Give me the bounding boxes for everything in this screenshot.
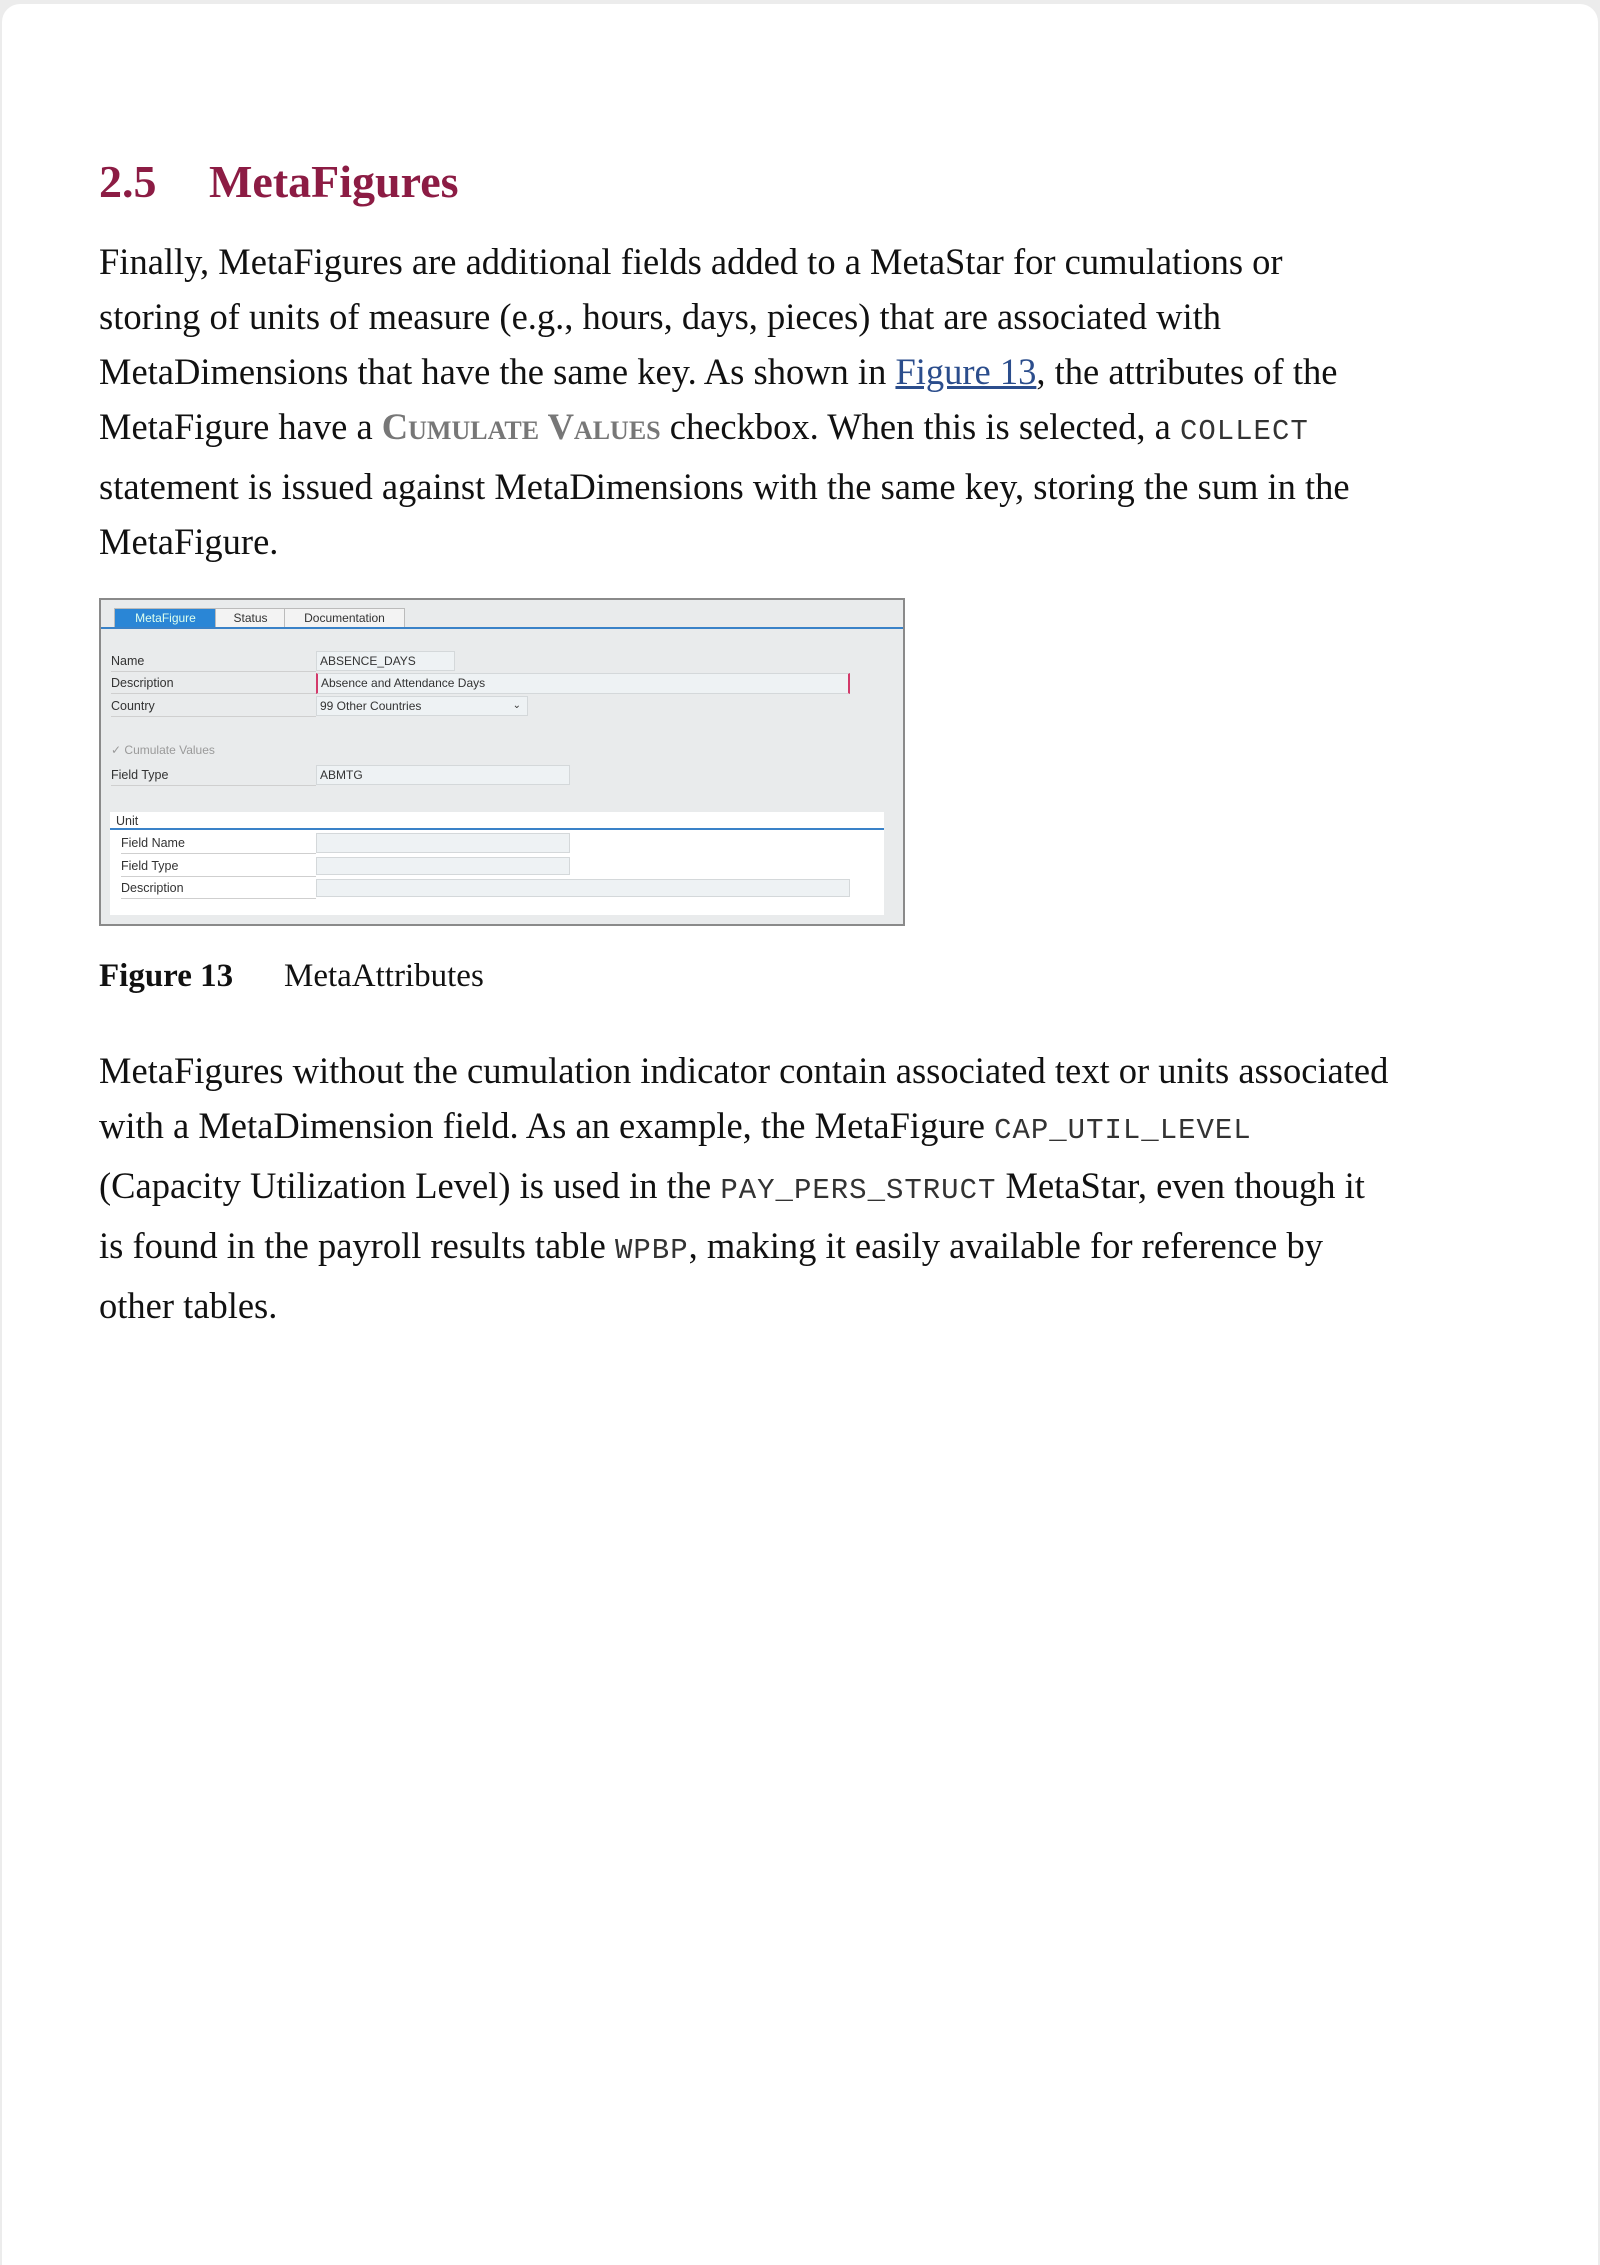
unit-divider <box>110 828 884 830</box>
figure-13-link[interactable]: Figure 13 <box>895 351 1037 392</box>
unit-description-field[interactable] <box>316 879 850 897</box>
paragraph-2 <box>99 1043 1519 1333</box>
unit-field-name-field[interactable] <box>316 833 570 853</box>
text-line <box>99 234 1519 289</box>
text-line <box>99 1158 1519 1218</box>
unit-field-name-label: Field Name <box>121 833 316 854</box>
text-run: storing of units of measure (e.g., hours, days, pieces) that are associated with <box>99 296 1222 337</box>
document-content <box>99 4 1519 1333</box>
field-type-field[interactable]: ABMTG <box>316 765 570 785</box>
page <box>2 4 1598 2265</box>
text-run: MetaFigure. <box>99 521 279 562</box>
unit-field-type-label: Field Type <box>121 856 316 877</box>
section-heading <box>99 154 1519 210</box>
description-field[interactable]: Absence and Attendance Days <box>316 673 850 694</box>
text-run: other tables. <box>99 1285 278 1326</box>
text-line <box>99 289 1519 344</box>
check-icon: ✓ <box>111 743 122 757</box>
text-run: with a MetaDimension field. As an example, the MetaFigure <box>99 1105 995 1146</box>
unit-field-type-field[interactable] <box>316 857 570 875</box>
text-run: , making it easily available for reference by <box>688 1225 1324 1266</box>
caption-label: Figure 13 <box>99 958 234 994</box>
field-type-label: Field Type <box>111 765 316 786</box>
text-run: (Capacity Utilization Level) is used in the <box>99 1165 721 1206</box>
text-line <box>99 1278 1519 1333</box>
section-title: MetaFigures <box>209 156 459 207</box>
ui-term: Cumulate Values <box>381 406 661 447</box>
chevron-down-icon: ⌄ <box>512 700 521 711</box>
tab-metafigure[interactable]: MetaFigure <box>114 608 217 627</box>
cumulate-values-checkbox[interactable] <box>111 743 215 757</box>
text-run: is found in the payroll results table <box>99 1225 615 1266</box>
text-run: checkbox. When this is selected, a <box>660 406 1180 447</box>
figure-caption <box>99 956 1519 996</box>
code-term: CAP_UTIL_LEVEL <box>994 1114 1252 1147</box>
text-run: Finally, MetaFigures are additional fields added to a MetaStar for cumulations or <box>99 241 1283 282</box>
text-run: , the attributes of the <box>1036 351 1338 392</box>
tab-documentation[interactable]: Documentation <box>284 608 405 627</box>
text-line <box>99 1098 1519 1158</box>
country-label: Country <box>111 696 316 717</box>
text-line <box>99 1218 1519 1278</box>
text-line <box>99 1043 1519 1098</box>
figure-13-screenshot <box>99 598 905 926</box>
caption-text: MetaAttributes <box>284 958 484 994</box>
country-select[interactable] <box>316 696 528 716</box>
text-run: MetaFigure have a <box>99 406 382 447</box>
tab-status[interactable]: Status <box>215 608 286 627</box>
text-run: MetaFigures without the cumulation indicator contain associated text or units associated <box>99 1050 1389 1091</box>
text-line <box>99 459 1519 514</box>
tab-divider <box>101 627 903 629</box>
text-line <box>99 514 1519 569</box>
text-line <box>99 399 1519 459</box>
code-term: PAY_PERS_STRUCT <box>720 1174 997 1207</box>
paragraph-1 <box>99 234 1519 569</box>
code-term: COLLECT <box>1179 415 1309 448</box>
cumulate-values-label: Cumulate Values <box>124 743 215 757</box>
text-line <box>99 344 1519 399</box>
text-run: statement is issued against MetaDimensions with the same key, storing the sum in the <box>99 466 1350 507</box>
description-label: Description <box>111 673 316 694</box>
section-number: 2.5 <box>99 156 157 207</box>
country-value: 99 Other Countries <box>320 699 422 713</box>
unit-panel-title: Unit <box>116 814 139 828</box>
text-run: MetaDimensions that have the same key. As shown in <box>99 351 896 392</box>
unit-description-label: Description <box>121 878 316 899</box>
text-run: MetaStar, even though it <box>996 1165 1365 1206</box>
name-label: Name <box>111 651 316 672</box>
code-term: WPBP <box>614 1234 689 1267</box>
name-field[interactable]: ABSENCE_DAYS <box>316 651 455 671</box>
